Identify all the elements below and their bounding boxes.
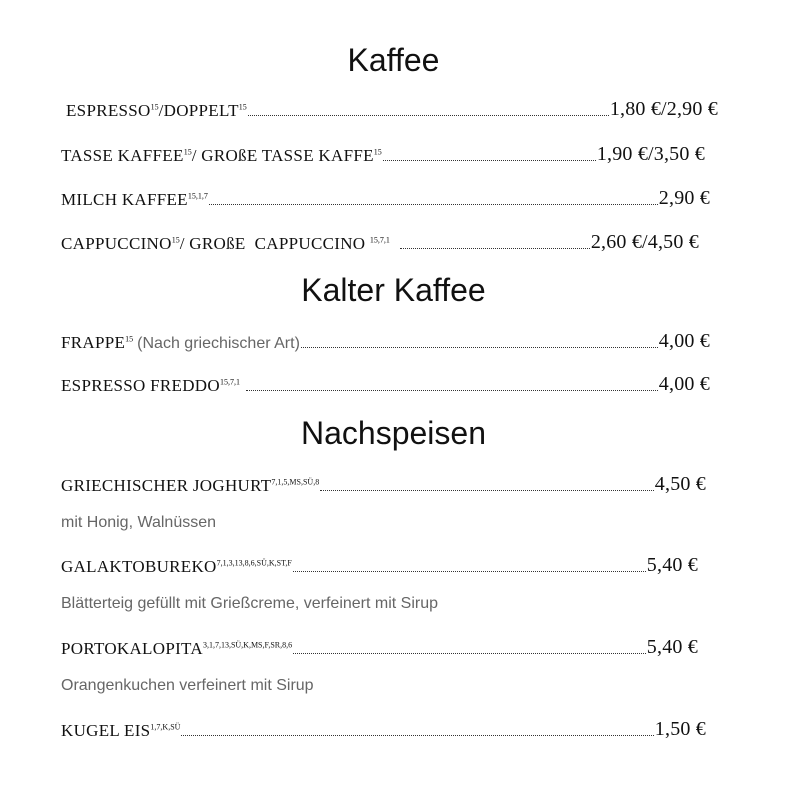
menu-item-milch-kaffee — [61, 182, 710, 210]
item-price: 4,50 € — [654, 473, 706, 495]
dot-leader — [209, 204, 658, 205]
item-name: MILCH KAFFEE$^{15,1,7}$ — [61, 190, 208, 209]
menu-item-tasse-kaffee — [61, 138, 705, 166]
item-description: Orangenkuchen verfeinert mit Sirup — [61, 677, 314, 694]
dot-leader — [400, 248, 590, 249]
item-description: mit Honig, Walnüssen — [61, 514, 217, 531]
item-name: $GALAKTOBUREKO^{7,1,3,13,8,6,SÜ,K,ST,F}$ — [61, 557, 292, 576]
dot-leader — [181, 735, 653, 736]
menu-item-kugel-eis — [61, 713, 706, 741]
section-title-kalter-kaffee: Kalter Kaffee — [301, 272, 486, 308]
item-price: 1,90 €/3,50 € — [596, 143, 705, 165]
menu-item-griechischer-joghurt — [61, 468, 706, 496]
menu-item-frappe — [61, 325, 710, 353]
item-price: 5,40 € — [646, 554, 698, 576]
item-price: 4,00 € — [658, 330, 710, 352]
item-name: $PORTOKALOPITA^{3,1,7,13,SÜ,K,MS,F,SR,8,6}$ — [61, 639, 293, 658]
item-note: (Nach griechischer Art) — [137, 335, 300, 352]
dot-leader — [293, 571, 646, 572]
item-name: ESPRESSO$^{15}$/DOPPELT$^{15}$ — [66, 101, 247, 120]
menu-item-espresso-freddo — [61, 368, 710, 396]
item-price: 4,00 € — [658, 373, 710, 395]
item-price: 5,40 € — [646, 636, 698, 658]
item-name: KUGEL $EIS^{1,7,K,SÜ}$ — [61, 721, 181, 740]
item-name: ESPRESSO FREDDO$^{15,7,1}$ — [61, 376, 240, 395]
item-price: 1,50 € — [654, 718, 706, 740]
item-name: TASSE KAFFEE$^{15}$/ GROßE TASSE KAFFE$^{15}$ — [61, 146, 382, 165]
dot-leader — [301, 347, 658, 348]
item-description: Blätterteig gefüllt mit Grießcreme, verfeinert mit Sirup — [61, 595, 439, 612]
dot-leader — [248, 115, 609, 116]
item-name: FRAPPE$^{15}$ — [61, 333, 134, 352]
dot-leader — [383, 160, 596, 161]
item-name: CAPPUCCINO$^{15}$/ GROßE CAPPUCCINO $^{15,7,1}$ — [61, 234, 390, 253]
section-title-kaffee: Kaffee — [347, 42, 440, 78]
menu-item-cappuccino — [61, 226, 699, 254]
dot-leader — [320, 490, 654, 491]
item-price: 1,80 €/2,90 € — [609, 98, 718, 120]
item-price: 2,90 € — [658, 187, 710, 209]
item-name: GRIECHISCHER $JOGHURT^{7,1,5,MS,SÜ,8}$ — [61, 476, 320, 495]
item-price: 2,60 €/4,50 € — [590, 231, 699, 253]
dot-leader — [246, 390, 658, 391]
section-title-nachspeisen: Nachspeisen — [301, 415, 486, 451]
menu-item-galaktobureko — [61, 549, 698, 577]
menu-item-portokalopita — [61, 631, 698, 659]
dot-leader — [293, 653, 646, 654]
menu-item-espresso — [66, 93, 718, 121]
